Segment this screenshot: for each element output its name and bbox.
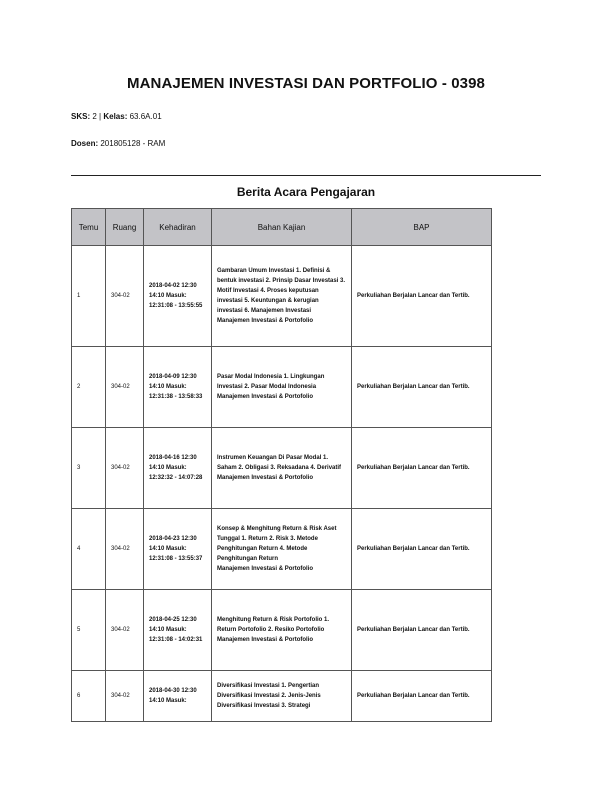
topic-text: Gambaran Umum Investasi 1. Definisi & bentuk investasi 2. Prinsip Dasar Investasi 3. Motif Investasi 4. Proses keputusan investasi 5. Keuntungan & kerugian investasi 6. Manajemen Investasi [217,268,346,314]
table-row [72,428,492,509]
topic-text: Instrumen Keuangan Di Pasar Modal 1. Saham 2. Obligasi 3. Reksadana 4. Derivatif [217,455,342,471]
topic-text: Menghitung Return & Risk Portofolio 1. Return Portofolio 2. Resiko Portofolio [217,617,329,633]
bap-cell: Perkuliahan Berjalan Lancar dan Tertib. [352,671,492,722]
dosen-label: Dosen: [71,139,99,148]
column-header-bahan-kajian: Bahan Kajian [212,209,352,246]
course-meta-line [71,112,162,121]
topic-text: Diversifikasi Investasi 1. Pengertian Diversifikasi Investasi 2. Jenis-Jenis Diversifikasi Investasi 3. Strategi [217,683,321,709]
bap-cell: Perkuliahan Berjalan Lancar dan Tertib. [352,590,492,671]
table-row [72,671,492,722]
topic-cell [212,671,352,722]
column-header-bap: BAP [352,209,492,246]
column-header-kehadiran: Kehadiran [144,209,212,246]
kelas-value: 63.6A.01 [129,112,162,121]
topic-cell [212,428,352,509]
table-row [72,509,492,590]
table-row [72,246,492,347]
attendance-cell: 2018-04-23 12:30 14:10 Masuk: 12:31:08 - 13:55:37 [144,509,212,590]
page-title: MANAJEMEN INVESTASI DAN PORTFOLIO - 0398 [127,75,485,92]
course-name: Manajemen Investasi & Portofolio [217,566,314,572]
kelas-label: Kelas: [103,112,128,121]
topic-text: Pasar Modal Indonesia 1. Lingkungan Investasi 2. Pasar Modal Indonesia [217,374,325,390]
course-name: Manajemen Investasi & Portofolio [217,637,314,643]
column-header-temu: Temu [72,209,106,246]
attendance-cell: 2018-04-02 12:30 14:10 Masuk: 12:31:08 - 13:55:55 [144,246,212,347]
meeting-number: 1 [72,246,106,347]
meta-separator: | [99,112,102,121]
header-divider [71,175,541,176]
lecturer-line [71,139,165,148]
topic-cell [212,509,352,590]
teaching-record-table [71,208,492,722]
room-cell: 304-02 [106,246,144,347]
room-cell: 304-02 [106,347,144,428]
meeting-number: 6 [72,671,106,722]
bap-cell: Perkuliahan Berjalan Lancar dan Tertib. [352,246,492,347]
bap-cell: Perkuliahan Berjalan Lancar dan Tertib. [352,509,492,590]
bap-cell: Perkuliahan Berjalan Lancar dan Tertib. [352,347,492,428]
section-title: Berita Acara Pengajaran [236,185,376,199]
meeting-number: 5 [72,590,106,671]
table-header-row [72,209,492,246]
room-cell: 304-02 [106,428,144,509]
table-row [72,590,492,671]
room-cell: 304-02 [106,671,144,722]
attendance-cell: 2018-04-16 12:30 14:10 Masuk: 12:32:32 - 14:07:28 [144,428,212,509]
attendance-cell: 2018-04-25 12:30 14:10 Masuk: 12:31:08 - 14:02:31 [144,590,212,671]
attendance-cell: 2018-04-30 12:30 14:10 Masuk: [144,671,212,722]
table-row [72,347,492,428]
room-cell: 304-02 [106,590,144,671]
course-name: Manajemen Investasi & Portofolio [217,475,314,481]
topic-cell [212,590,352,671]
sks-label: SKS: [71,112,91,121]
meeting-number: 4 [72,509,106,590]
topic-text: Konsep & Menghitung Return & Risk Aset Tunggal 1. Return 2. Risk 3. Metode Penghitungan Return 4. Metode Penghitungan Return [217,526,337,562]
column-header-ruang: Ruang [106,209,144,246]
topic-cell [212,246,352,347]
dosen-value: 201805128 - RAM [100,139,166,148]
bap-cell: Perkuliahan Berjalan Lancar dan Tertib. [352,428,492,509]
topic-cell [212,347,352,428]
meeting-number: 3 [72,428,106,509]
course-name: Manajemen Investasi & Portofolio [217,318,314,324]
sks-value: 2 [92,112,97,121]
meeting-number: 2 [72,347,106,428]
attendance-cell: 2018-04-09 12:30 14:10 Masuk: 12:31:38 - 13:58:33 [144,347,212,428]
room-cell: 304-02 [106,509,144,590]
course-name: Manajemen Investasi & Portofolio [217,394,314,400]
